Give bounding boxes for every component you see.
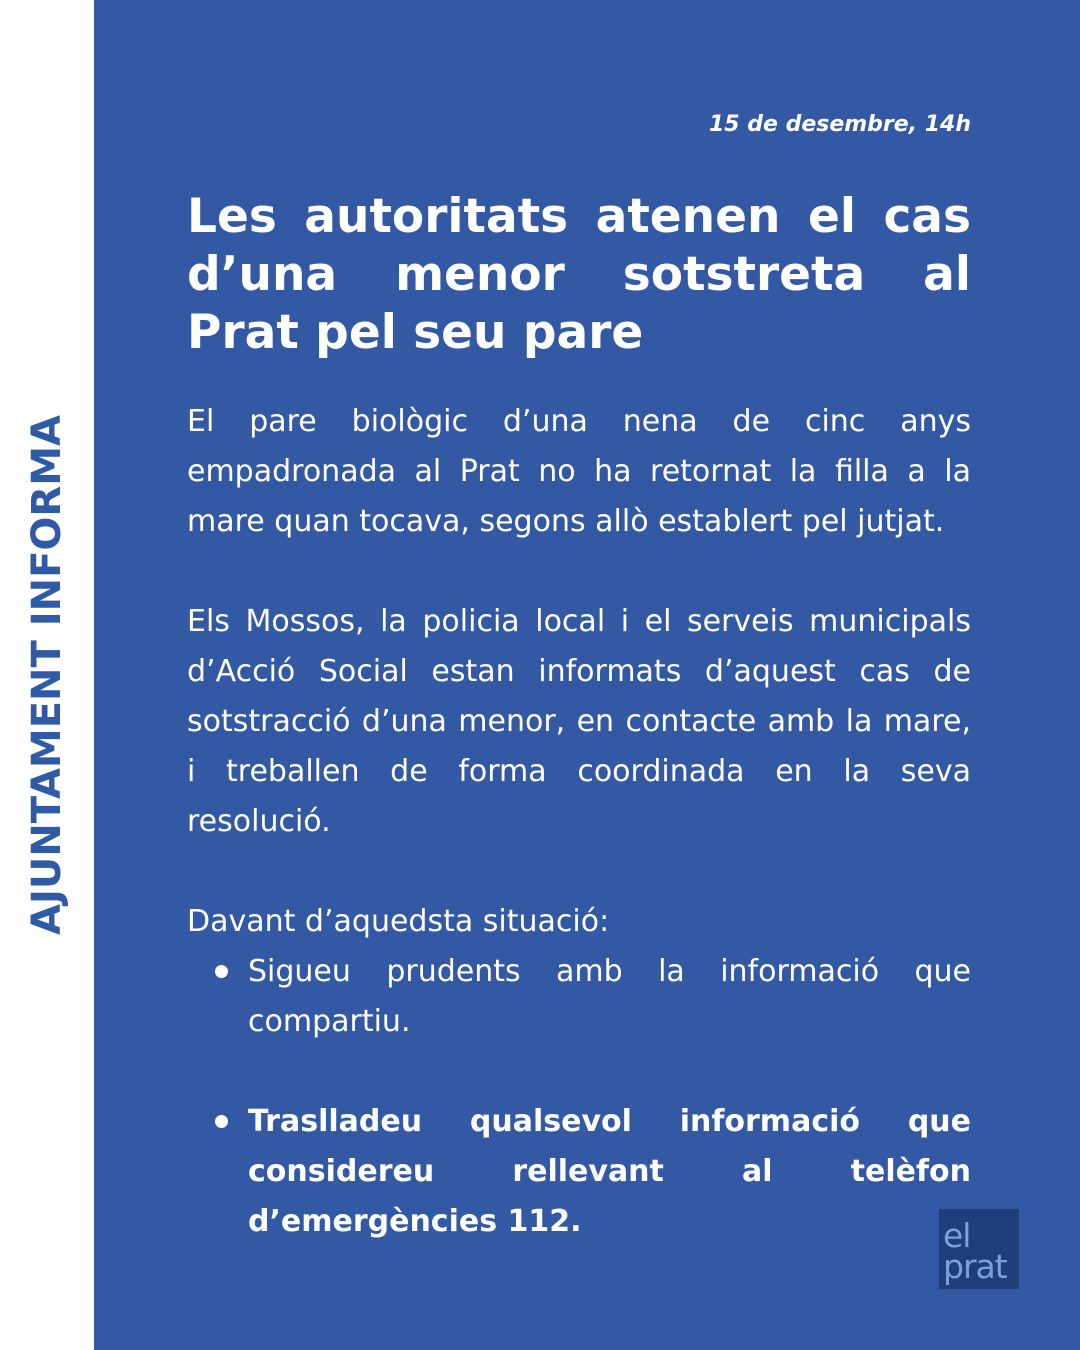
article-body [187, 397, 971, 1247]
paragraph-1: El pare biològic d’una nena de cinc anys empadronada al Prat no ha retornat la filla a la mare quan tocava, segons allò establert pel jutjat. [187, 404, 971, 539]
list-item-text: Traslladeu qualsevol informació que considereu rellevant al telèfon d’emergències 112. [248, 1104, 971, 1239]
el-prat-logo [939, 1209, 1019, 1289]
bullet-dot-icon [215, 1115, 228, 1128]
article-date: 15 de desembre, 14h [708, 112, 971, 137]
paragraph-gap [187, 547, 971, 597]
paragraph-2: Els Mossos, la policia local i el serveis municipals d’Acció Social estan informats d’aquest cas de sotstracció d’una menor, en contacte amb la mare, i treballen de forma coordinada en la seva resolució. [187, 604, 971, 839]
advice-list [187, 947, 971, 1247]
logo-line-2: prat [943, 1247, 1007, 1286]
paragraph-gap [187, 847, 971, 897]
list-item [187, 1097, 971, 1247]
sidebar [0, 0, 94, 1350]
bullet-dot-icon [215, 965, 228, 978]
article-title: Les autoritats atenen el cas d’una menor sotstreta al Prat pel seu pare [187, 189, 971, 360]
list-item-text: Sigueu prudents amb la informació que compartiu. [248, 954, 971, 1039]
list-item [187, 947, 971, 1047]
sidebar-label: AJUNTAMENT INFORMA [24, 415, 70, 935]
logo-line-1: el [943, 1216, 971, 1255]
list-lead: Davant d’aquedsta situació: [187, 904, 610, 939]
list-gap [187, 1047, 971, 1097]
